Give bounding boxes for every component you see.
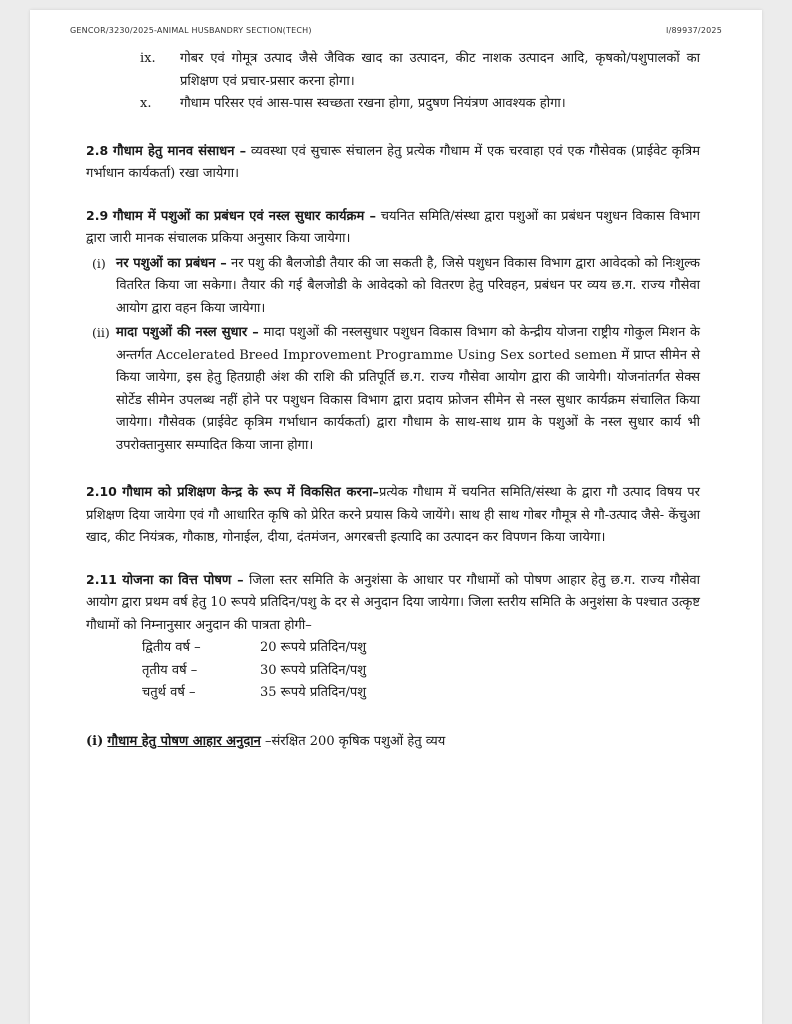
list-text: गोबर एवं गोमूत्र उत्पाद जैसे जैविक खाद का उत्पादन, कीट नाशक उत्पादन आदि, कृषको/पशुपालकों का प्रशिक्षण एवं प्रचार-प्रसार करना होगा। [180,51,700,89]
section-2-8 [86,140,700,186]
header-file-number: I/89937/2025 [666,26,722,35]
subsection-title: नर पशुओं का प्रबंधन – [116,255,227,271]
section-title: योजना का वित्त पोषण – [122,572,244,588]
section-2-11 [86,569,700,705]
section-text: जिला स्तर समिति के अनुशंसा के आधार पर गौधामों को पोषण आहार हेतु छ.ग. राज्य गौसेवा आयोग द्वारा प्रथम वर्ष हेतु 10 रूपये प्रतिदिन/पशु के दर से अनुदान दिया जायेगा। जिला स्तरीय समिति के अनुशंसा के पश्चात उत्कृष्ट गौधामों को निम्नानुसार अनुदान की पात्रता होगी– [86,572,700,633]
subsection-text: मादा पशुओं की नस्लसुधार पशुधन विकास विभाग को केन्द्रीय योजना राष्ट्रीय गोकुल मिशन के अन्तर्गत Accelerated Breed Improvement Programme Using Sex sorted semen में प्राप्त सीमेन से किया जायेगा, इस हेतु हितग्राही अंश की राशि की प्रतिपूर्ति छ.ग. राज्य गौसेवा आयोग द्वारा की जायेगी। योजनांतर्गत सेक्स सोर्टेड सीमेन उपलब्ध नहीं होने पर पशुधन विकास विभाग द्वारा प्रदाय फ्रोजन सीमेन से नस्ल सुधार कार्यक्रम संचालित किया जायेगा। गौसेवक (प्राईवेट कृत्रिम गर्भाधान कार्यकर्ता) द्वारा गौधाम के साथ-साथ ग्राम के पशुओं के नस्ल सुधार कार्य भी उपरोक्तानुसार सम्पादित किया जाना होगा। [116,325,700,453]
rate-year: चतुर्थ वर्ष – [142,685,196,700]
section-number: 2.11 [86,571,117,587]
subsection-number: (i) [92,255,106,271]
rate-amount: 30 रूपये प्रतिदिन/पशु [260,662,367,678]
section-text: चयनित समिति/संस्था द्वारा पशुओं का प्रबंधन पशुधन विकास विभाग द्वारा जारी मानक संचालक प्रकिया अनुसार किया जायेगा। [86,208,700,246]
section-number: 2.8 [86,142,109,158]
list-number: ix. [140,51,156,66]
rate-row [142,682,700,705]
subsection-male-animals [92,253,700,321]
rate-amount: 20 रूपये प्रतिदिन/पशु [260,640,367,655]
subsection-number: (i) [86,733,104,749]
section-2-10 [86,481,700,550]
subsection-title: गौधाम हेतु पोषण आहार अनुदान [107,733,261,749]
section-title: गौधाम हेतु मानव संसाधन – [112,143,247,159]
section-title: गौधाम को प्रशिक्षण केन्द्र के रूप में विकसित करना– [122,485,379,500]
list-item-ix [140,48,700,93]
section-text: प्रत्येक गौधाम में चयनित समिति/संस्था के द्वारा गौ उत्पाद विषय पर प्रशिक्षण दिया जायेगा एवं गौ आधारित कृषि को प्रेरित करने प्रयास किये जायेंगे। साथ ही साथ गोबर गौमूत्र से गौ-उत्पाद जैसे- केंचुआ खाद, कीट नियंत्रक, गौकाष्ठ, गोनाईल, दीया, दंतमंजन, अगरबत्ती इत्यादि का उत्पादन कर विपणन किया जायेगा। [86,485,700,545]
rate-row [142,660,700,683]
subsection-female-animals [92,322,700,457]
rate-row [142,637,700,660]
section-text: व्यवस्था एवं सुचारू संचालन हेतु प्रत्येक गौधाम में एक चरवाहा एवं एक गौसेवक (प्राईवेट कृत्रिम गर्भाधान कार्यकर्ता) रखा जायेगा। [86,143,700,181]
list-item-x [140,93,700,116]
subsection-title: मादा पशुओं की नस्ल सुधार – [116,325,259,340]
section-number: 2.10 [86,484,117,499]
subsection-number: (ii) [92,325,110,340]
subsection-text: नर पशु की बैलजोडी तैयार की जा सकती है, जिसे पशुधन विकास विभाग द्वारा आवेदको को निःशुल्क वितरित किया जा सकेगा। तैयार की गई बैलजोडी के आवेदको को वितरण हेतु परिवहन, प्रबंधन पर व्यय छ.ग. राज्य गौसेवा आयोग द्वारा वहन किया जायेगा। [116,255,700,316]
list-text: गौधाम परिसर एवं आस-पास स्वच्छता रखना होगा, प्रदुषण नियंत्रण आवश्यक होगा। [180,96,566,111]
section-title: गौधाम में पशुओं का प्रबंधन एवं नस्ल सुधार कार्यक्रम – [112,208,376,224]
list-number: x. [140,96,152,111]
header-reference: GENCOR/3230/2025-ANIMAL HUSBANDRY SECTION(TECH) [70,26,312,35]
section-2-9 [86,205,700,458]
rate-amount: 35 रूपये प्रतिदिन/पशु [260,685,367,700]
rate-year: तृतीय वर्ष – [142,662,198,678]
section-number: 2.9 [86,207,109,223]
document-body [86,48,700,753]
subsection-nutrition-grant [86,731,700,754]
rate-year: द्वितीय वर्ष – [142,640,201,655]
subsection-text: –संरक्षित 200 कृषिक पशुओं हेतु व्यय [260,733,446,749]
